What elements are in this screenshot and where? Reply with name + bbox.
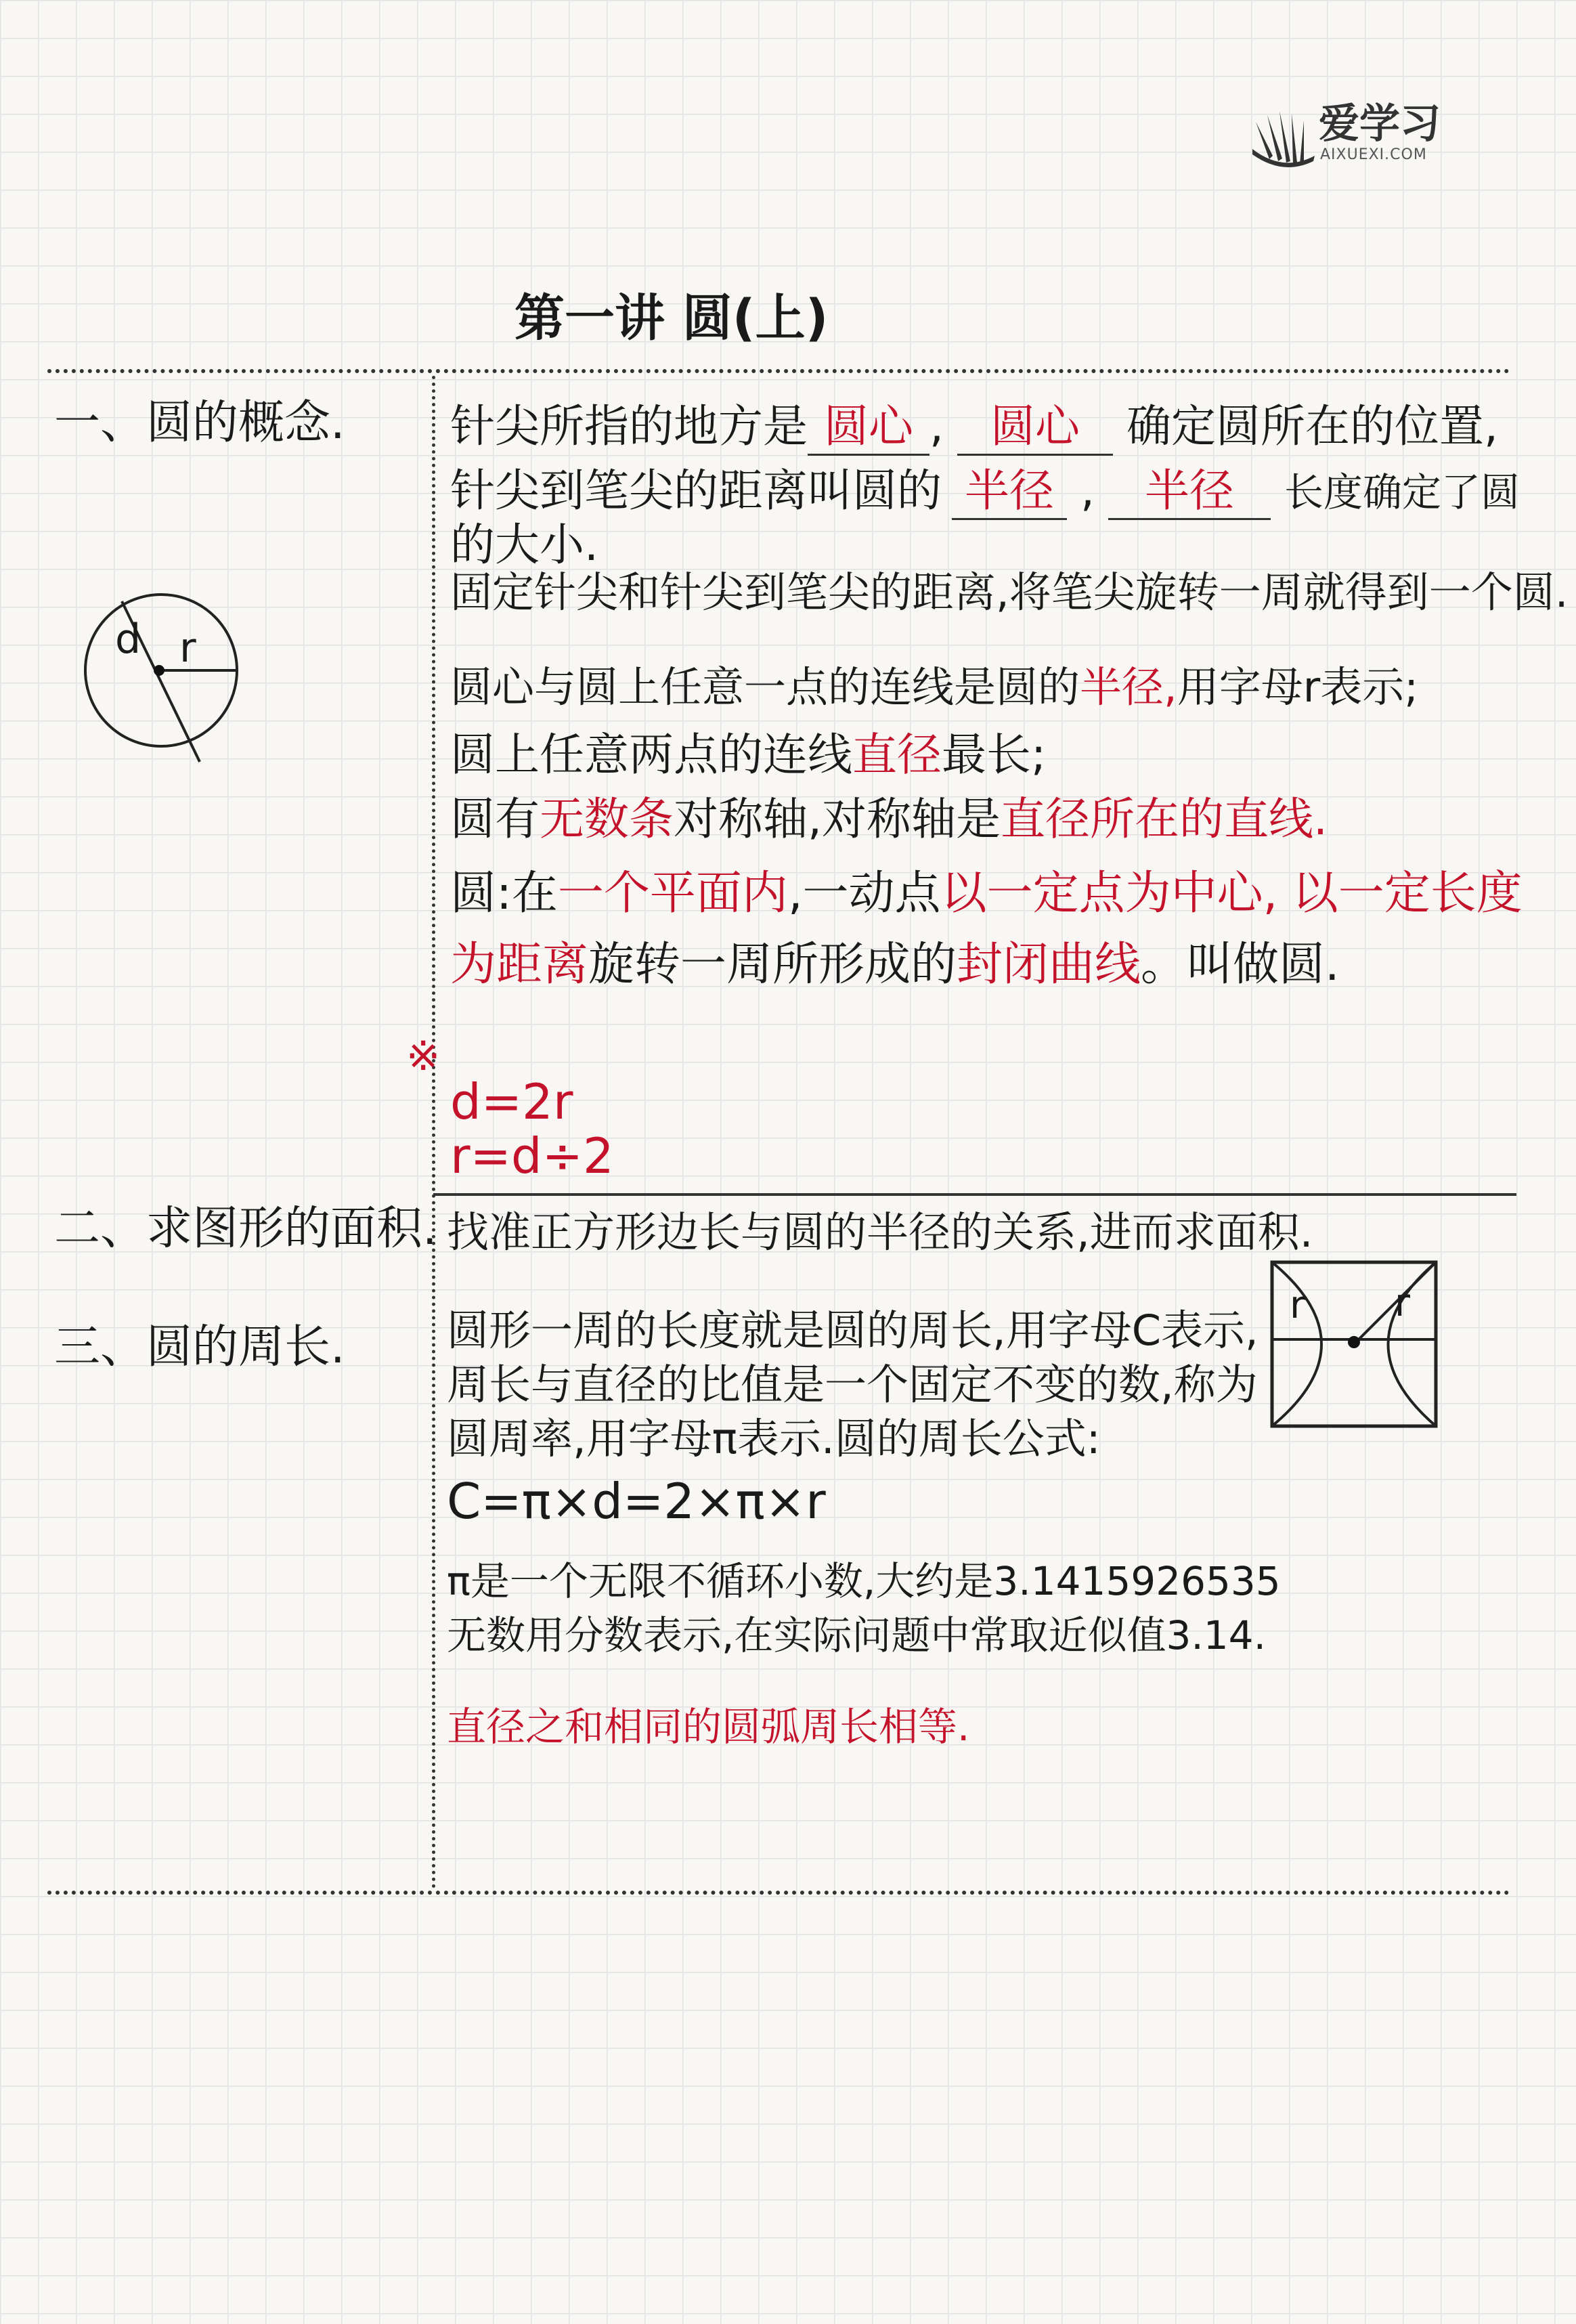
column-divider [432,376,435,1889]
concept-line-9: 为距离旋转一周所形成的封闭曲线。叫做圆. [450,938,1340,991]
circumference-line-2: 周长与直径的比值是一个固定不变的数,称为 [447,1360,1258,1409]
circle-diagram [81,582,257,772]
concept-line-6: 圆上任意两点的连线直径最长; [450,729,1047,781]
circumference-line-1: 圆形一周的长度就是圆的周长,用字母C表示, [447,1306,1258,1355]
star-mark: ※ [406,1033,441,1080]
concept-line-4: 固定针尖和针尖到笔尖的距离,将笔尖旋转一周就得到一个圆. [450,567,1569,617]
diameter-label: d [115,616,141,663]
circumference-line-6: 直径之和相同的圆弧周长相等. [447,1704,970,1750]
section-divider [433,1193,1516,1196]
circumference-line-4: π是一个无限不循环小数,大约是3.1415926535 [447,1558,1281,1604]
concept-line-1: 针尖所指的地方是 圆心 , 圆心 确定圆所在的位置, [450,400,1498,456]
concept-line-8: 圆:在一个平面内,一动点以一定点为中心, 以一定长度 [450,867,1523,920]
blank-2: 圆心 [957,400,1113,456]
concept-line-2: 针尖到笔尖的距离叫圆的 半径 , 半径 长度确定了圆 [450,464,1520,520]
section-label-circumference: 三、圆的周长. [54,1320,345,1374]
blank-4: 半径 [1108,464,1271,520]
logo-name: 爱学习 [1319,100,1441,148]
logo-book-icon [1252,108,1317,169]
top-divider [47,369,1510,373]
area-text: 找准正方形边长与圆的半径的关系,进而求面积. [447,1207,1313,1257]
formula-diameter: d=2r [450,1073,573,1130]
section-label-area: 二、求图形的面积. [54,1202,437,1255]
concept-line-3: 的大小. [450,519,598,571]
blank-3: 半径 [952,464,1067,520]
logo [1252,102,1462,169]
blank-1: 圆心 [808,400,929,456]
section-label-concept: 一、圆的概念. [54,396,345,450]
page-title: 第一讲 圆(上) [515,289,829,347]
formula-radius: r=d÷2 [450,1127,614,1184]
concept-line-7: 圆有无数条对称轴,对称轴是直径所在的直线. [450,793,1328,845]
circumference-line-5: 无数用分数表示,在实际问题中常取近似值3.14. [447,1612,1267,1658]
square-radius-label-right: r [1395,1281,1411,1325]
logo-url: AIXUEXI.COM [1320,146,1427,163]
concept-line-5: 圆心与圆上任意一点的连线是圆的半径,用字母r表示; [450,662,1419,712]
circumference-formula: C=π×d=2×π×r [447,1473,826,1530]
bottom-divider [47,1891,1510,1895]
square-radius-label-left: r [1290,1283,1306,1327]
radius-label: r [179,624,196,672]
circumference-line-3: 圆周率,用字母π表示.圆的周长公式: [447,1414,1101,1463]
